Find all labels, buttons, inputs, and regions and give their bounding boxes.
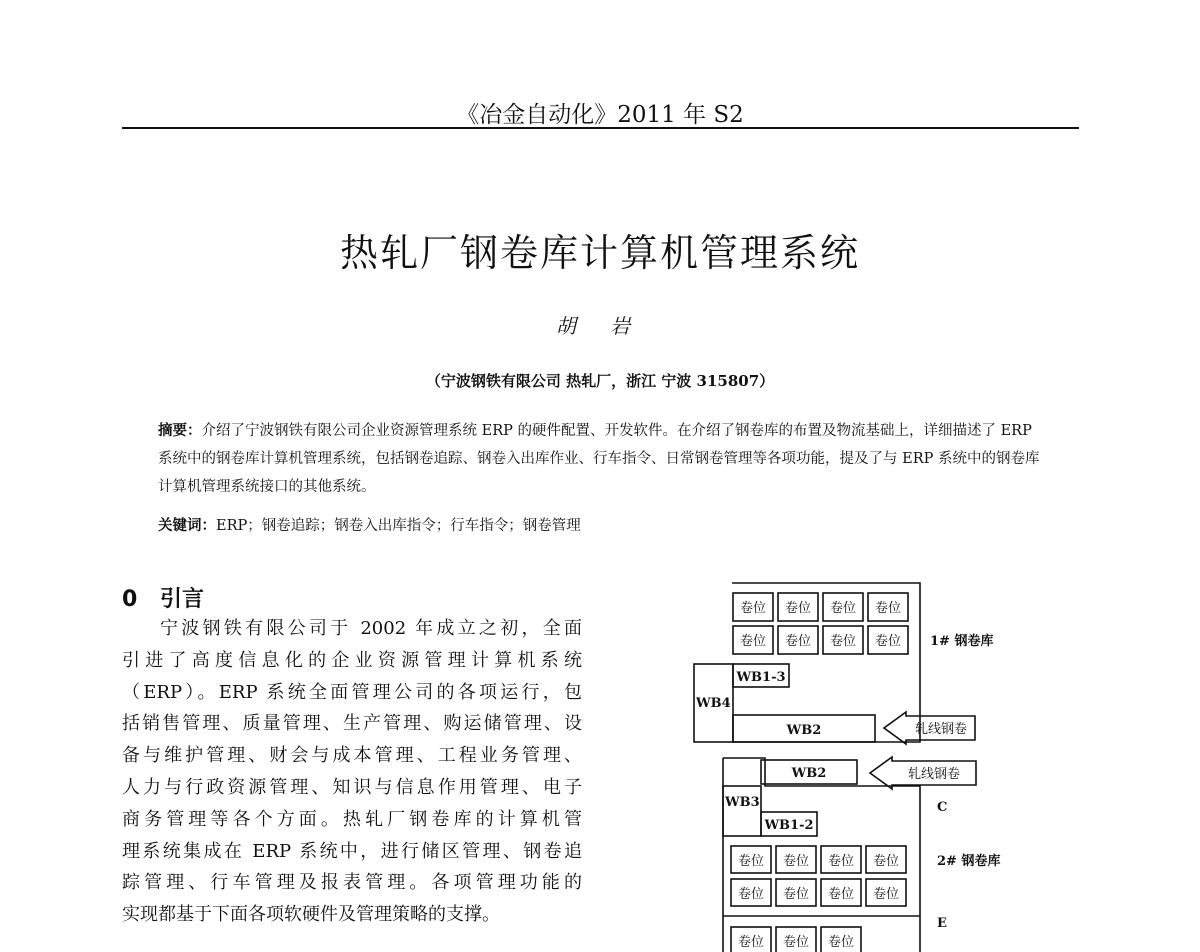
- slot-label: 卷位: [784, 601, 812, 616]
- section-number: 0: [122, 587, 138, 612]
- wb4-label: WB4: [696, 696, 731, 711]
- intro-line: 宁波钢铁有限公司于 2002 年成立之初，全面: [160, 618, 582, 639]
- slot-label: 卷位: [737, 854, 765, 869]
- warehouse-layout-figure: [690, 575, 1030, 952]
- slot-label: 卷位: [739, 634, 767, 649]
- intro-line: 商务管理等各个方面。热轧厂钢卷库的计算机管: [122, 808, 582, 830]
- slot-label: 卷位: [737, 935, 765, 950]
- slot-label: 卷位: [782, 854, 810, 869]
- slot-label: 卷位: [782, 887, 810, 902]
- author: 胡 岩: [555, 314, 645, 338]
- abstract: [158, 417, 1048, 501]
- slot-label: 卷位: [829, 601, 857, 616]
- slot-label: 卷位: [872, 854, 900, 869]
- intro-line: 人力与行政资源管理、知识与信息作用管理、电子: [122, 776, 582, 798]
- marker-c: C: [937, 800, 948, 815]
- intro-line: 备与维护管理、财会与成本管理、工程业务管理、: [122, 745, 582, 767]
- slot-label: 卷位: [737, 887, 765, 902]
- wb2-upper-label: WB2: [786, 723, 822, 738]
- abstract-label: 摘要：: [158, 422, 202, 439]
- warehouse2-label: 2# 钢卷库: [937, 854, 1001, 869]
- slot-label: 卷位: [874, 634, 902, 649]
- intro-line: （ERP）。ERP 系统全面管理公司的各项运行，包: [122, 681, 582, 703]
- wb1-2-label: WB1-2: [764, 818, 814, 833]
- keywords-label: 关键词：: [158, 517, 216, 534]
- wb1-3-label: WB1-3: [736, 670, 786, 685]
- wb2-lower-label: WB2: [791, 766, 827, 781]
- intro-line: 实现都基于下面各项软硬件及管理策略的支撑。: [122, 904, 500, 926]
- journal-header: 《冶金自动化》2011 年 S2: [456, 102, 744, 128]
- keywords-text: ERP；钢卷追踪；钢卷入出库指令；行车指令；钢卷管理: [216, 518, 581, 534]
- header-rule: [122, 127, 1079, 129]
- intro-line: 括销售管理、质量管理、生产管理、购运储管理、设: [122, 713, 582, 735]
- marker-e: E: [937, 916, 947, 931]
- intro-line: 理系统集成在 ERP 系统中，进行储区管理、钢卷追: [122, 840, 582, 862]
- wb3-box: [723, 786, 761, 836]
- slot-label: 卷位: [827, 854, 855, 869]
- intro-line: 引进了高度信息化的企业资源管理计算机系统: [122, 649, 582, 671]
- abstract-text: 介绍了宁波钢铁有限公司企业资源管理系统 ERP 的硬件配置、开发软件。在介绍了钢卷库的布置及物流基础上，详细描述了 ERP 系统中的钢卷库计算机管理系统，包括钢卷追踪、钢卷入出库作业、行车指令、日常钢卷管理等各项功能，提及了与 ERP 系统中的钢卷库计算机管理系统接口的其他系统。: [158, 423, 1040, 495]
- section-title: 引言: [160, 587, 205, 612]
- keywords: [158, 512, 1048, 540]
- slot-label: 卷位: [829, 634, 857, 649]
- warehouse1-label: 1# 钢卷库: [930, 634, 994, 649]
- intro-line: 踪管理、行车管理及报表管理。各项管理功能的: [122, 872, 582, 894]
- intro-paragraph: [122, 613, 582, 931]
- slot-label: 卷位: [827, 887, 855, 902]
- section-heading: [122, 582, 204, 613]
- slot-label: 卷位: [782, 935, 810, 950]
- paper-title: 热轧厂钢卷库计算机管理系统: [339, 231, 860, 275]
- arrow-lower-label: 轧线钢卷: [907, 767, 961, 782]
- slot-label: 卷位: [827, 935, 855, 950]
- slot-label: 卷位: [739, 601, 767, 616]
- arrow-upper-label: 轧线钢卷: [914, 722, 968, 737]
- affiliation: （宁波钢铁有限公司 热轧厂，浙江 宁波 315807）: [425, 372, 775, 390]
- wb3-label: WB3: [725, 795, 760, 810]
- slot-label: 卷位: [872, 887, 900, 902]
- slot-label: 卷位: [784, 634, 812, 649]
- slot-label: 卷位: [874, 601, 902, 616]
